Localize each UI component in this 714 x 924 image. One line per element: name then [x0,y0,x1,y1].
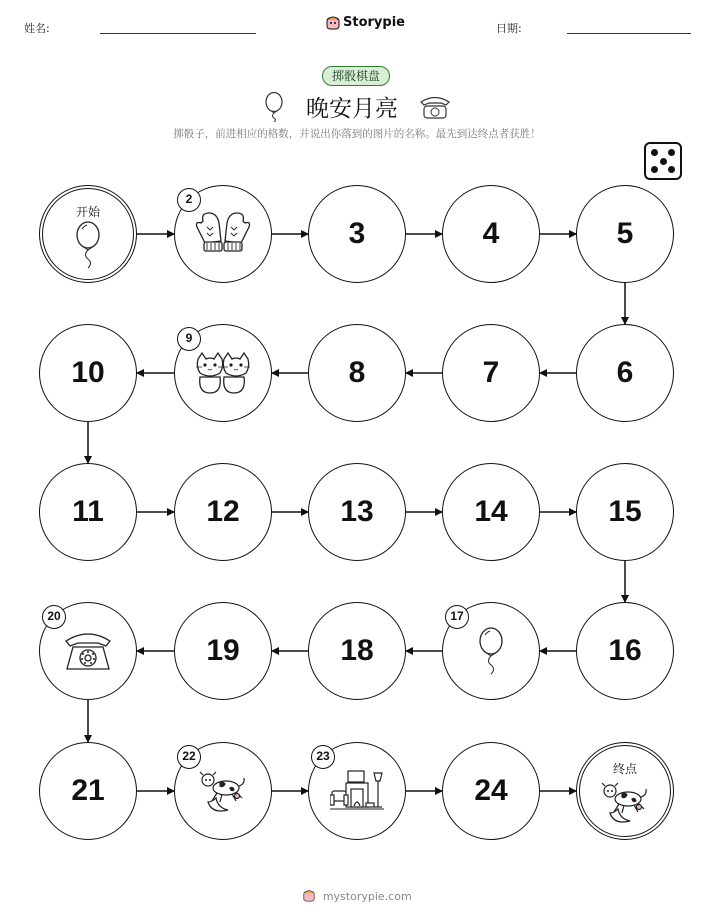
board-space-2 [174,185,272,283]
pie-mascot-icon [302,888,316,902]
board-space-10 [39,324,137,422]
balloon-icon [476,627,506,675]
board-space-6 [576,324,674,422]
board-space-13 [308,463,406,561]
space-number: 13 [340,495,374,528]
space-number-badge: 9 [177,327,201,351]
board-space-11 [39,463,137,561]
balloon-icon [73,221,103,269]
footer-url: mystorypie.com [322,890,412,903]
instructions: 掷骰子，前进相应的格数，并说出你落到的图片的名称。最先到达终点者获胜！ [173,128,541,140]
board-space-3 [308,185,406,283]
board-space-16 [576,602,674,700]
space-number: 12 [206,495,240,528]
board-space-4 [442,185,540,283]
space-number: 4 [482,217,500,250]
board-space-23 [308,742,406,840]
start-space [39,185,137,283]
space-number: 10 [71,356,105,389]
board-space-12 [174,463,272,561]
space-number: 5 [616,217,634,250]
name-label: 姓名: [24,22,50,35]
finish-space [576,742,674,840]
board-space-15 [576,463,674,561]
date-label: 日期: [496,22,522,35]
board-space-21 [39,742,137,840]
space-number-badge: 17 [445,605,469,629]
mittens-icon [195,211,251,257]
space-number: 21 [71,774,105,807]
game-type-tag: 掷骰棋盘 [322,66,390,86]
fireplace-room-icon [330,769,384,813]
space-number: 24 [474,774,508,807]
board-space-5 [576,185,674,283]
board-space-19 [174,602,272,700]
board-space-18 [308,602,406,700]
space-number: 8 [348,356,366,389]
space-number: 11 [72,495,104,528]
title-text: 晚安月亮 [306,96,398,122]
space-number: 19 [206,634,240,667]
finish-label: 终点 [612,762,637,776]
footer [0,888,714,903]
space-number-badge: 22 [177,745,201,769]
space-number: 14 [474,495,508,528]
space-number-badge: 2 [177,188,201,212]
space-number: 18 [340,634,374,667]
telephone-icon [63,629,113,673]
space-number: 16 [608,634,642,667]
board-space-20 [39,602,137,700]
board-space-7 [442,324,540,422]
cow-over-moon-icon [600,779,650,825]
board-space-8 [308,324,406,422]
cow-over-moon-icon [198,768,248,814]
board-space-22 [174,742,272,840]
space-number: 3 [348,217,366,250]
board-space-9 [174,324,272,422]
space-number: 15 [608,495,642,528]
kittens-icon [194,351,252,395]
space-number: 6 [616,356,634,389]
board-space-24 [442,742,540,840]
start-label: 开始 [75,205,100,219]
board-space-17 [442,602,540,700]
space-number-badge: 20 [42,605,66,629]
brand-name: Storypie [343,14,405,30]
board-space-14 [442,463,540,561]
space-number-badge: 23 [311,745,335,769]
space-number: 7 [482,356,500,389]
